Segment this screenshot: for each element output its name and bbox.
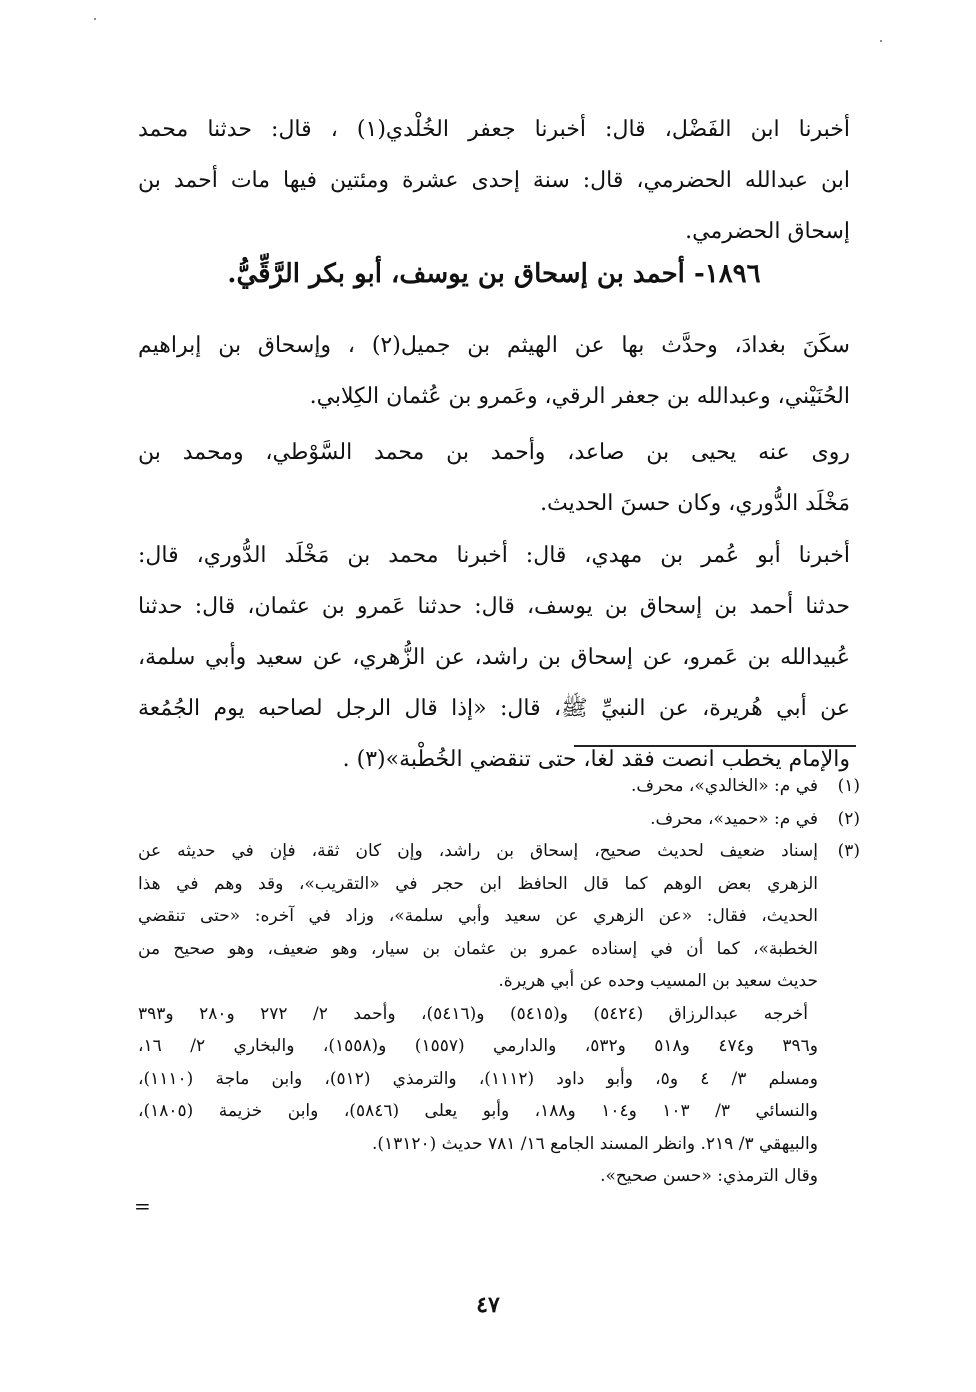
paragraph-1: [138, 104, 850, 257]
footnote-line: إسناد ضعيف لحديث صحيح، إسحاق بن راشد، وإن كان ثقة، فإن في حديثه عن: [138, 841, 818, 861]
footnote-line: ومسلم ٣/ ٤ و٥، وأبو داود (١١١٢)، والترمذي (٥١٢)، وابن ماجة (١١١٠)،: [138, 1068, 818, 1089]
footnote-line: حديث سعيد بن المسيب وحده عن أبي هريرة.: [498, 971, 818, 991]
footnote-line: والنسائي ٣/ ١٠٣ و١٠٤ و١٨٨، وأبو يعلى (٥٨٤٦)، وابن خزيمة (١٨٠٥)،: [138, 1101, 818, 1121]
footnote-line: الخطبة»، كما أن في إسناده عمرو بن عثمان بن سيار، وهو ضعيف، وهو صحيح من: [138, 938, 818, 959]
footnote-number: (٢): [837, 808, 860, 829]
text-line: أخبرنا ابن الفَضْل، قال: أخبرنا جعفر الخُلْدي(١) ، قال: حدثنا محمد: [138, 117, 850, 142]
footnote-line: وقال الترمذي: «حسن صحيح».: [600, 1166, 818, 1186]
page-number: ٤٧: [476, 1292, 500, 1318]
footnote-3: [138, 835, 860, 998]
footnote-number: (٣): [837, 841, 860, 861]
scan-speck: [94, 18, 96, 20]
footnote-divider: [574, 745, 856, 747]
text-line: الحُنَيْني، وعبدالله بن جعفر الرقي، وعَمرو بن عُثمان الكِلابي.: [309, 384, 850, 409]
footnote-line: في م: «حميد»، محرف.: [650, 808, 818, 829]
footnote-line: والبيهقي ٣/ ٢١٩. وانظر المسند الجامع ١٦/ ٧٨١ حديث (١٣١٢٠).: [371, 1133, 818, 1154]
text-line: سكَنَ بغدادَ، وحدَّث بها عن الهيثم بن جميل(٢) ، وإسحاق بن إبراهيم: [138, 333, 850, 358]
footnote-line: الزهري بعض الوهم كما قال الحافظ ابن حجر في «التقريب»، وقد وهم في هذا: [138, 873, 818, 894]
paragraph-3: [138, 427, 850, 529]
text-line: إسحاق الحضرمي.: [685, 219, 850, 244]
paragraph-2: [138, 320, 850, 422]
footnote-line: في م: «الخالدي»، محرف.: [631, 776, 818, 796]
text-line: روى عنه يحيى بن صاعد، وأحمد بن محمد السَّوْطي، ومحمد بن: [138, 440, 850, 465]
text-line: عُبيدالله بن عَمرو، عن إسحاق بن راشد، عن الزُّهري، عن سعيد وأبي سلمة،: [138, 645, 850, 670]
footnote-2: [138, 803, 860, 836]
text-line: عن أبي هُريرة، عن النبيِّ ﷺ، قال: «إذا قال الرجل لصاحبه يوم الجُمُعة: [138, 696, 850, 721]
footnote-line: الحديث، فقال: «عن الزهري عن سعيد وأبي سلمة»، وزاد في آخره: «حتى تنقضي: [138, 906, 818, 926]
footnote-line: أخرجه عبدالرزاق (٥٤٢٤) و(٥٤١٥) و(٥٤١٦)، وأحمد ٢/ ٢٧٢ و٢٨٠ و٣٩٣: [138, 1003, 808, 1024]
footnotes: [138, 770, 860, 1193]
text-line: والإمام يخطب انصت فقد لغا، حتى تنقضي الخُطْبة»(٣) .: [342, 747, 850, 772]
scan-speck: [880, 40, 882, 42]
footnote-1: [138, 770, 860, 803]
text-line: حدثنا أحمد بن إسحاق بن يوسف، قال: حدثنا عَمرو بن عثمان، قال: حدثنا: [138, 594, 850, 619]
footnote-line: و٣٩٦ و٤٧٤ و٥١٨ و٥٣٢، والدارمي (١٥٥٧) و(١٥٥٨)، والبخاري ٢/ ١٦،: [138, 1036, 818, 1056]
text-line: ابن عبدالله الحضرمي، قال: سنة إحدى عشرة ومئتين فيها مات أحمد بن: [138, 168, 850, 193]
entry-heading: ١٨٩٦- أحمد بن إسحاق بن يوسف، أبو بكر الرَّقِّيُّ.: [227, 259, 761, 289]
text-line: أخبرنا أبو عُمر بن مهدي، قال: أخبرنا محمد بن مَخْلَد الدُّوري، قال:: [138, 543, 850, 568]
continuation-mark: =: [134, 1194, 151, 1218]
text-line: مَخْلَد الدُّوري، وكان حسنَ الحديث.: [540, 491, 850, 516]
footnote-3-continuation: [138, 998, 860, 1193]
footnote-number: (١): [837, 776, 860, 796]
